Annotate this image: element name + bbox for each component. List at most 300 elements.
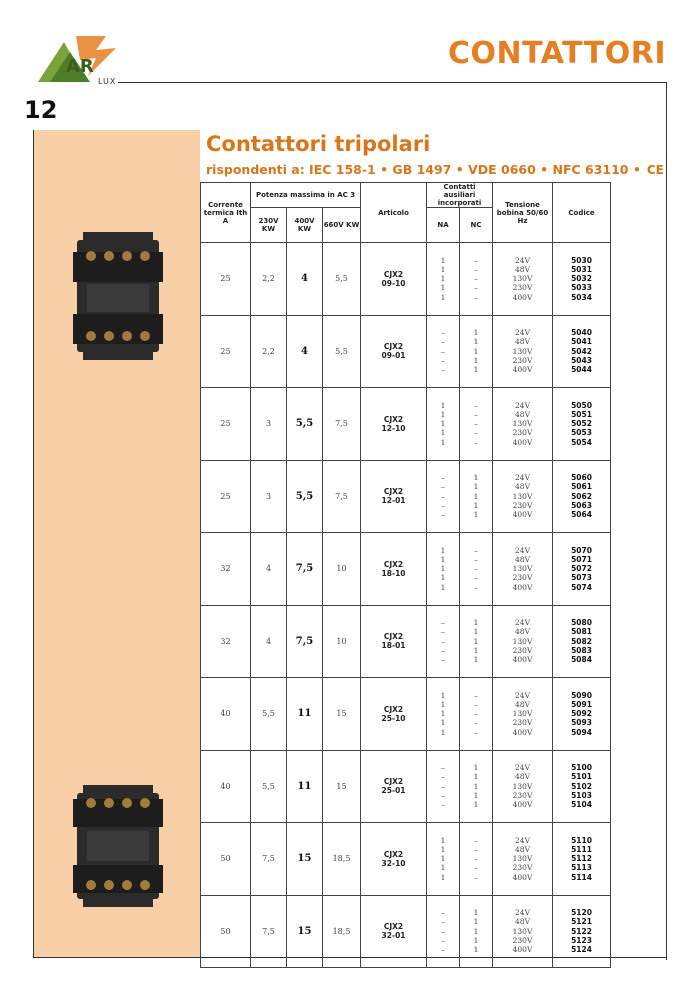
- cell-nc: [460, 750, 493, 823]
- cell-tensione-value: 48V: [515, 337, 530, 347]
- page-number: 12: [24, 96, 58, 124]
- cell-kw400: 4: [287, 243, 323, 316]
- cell-kw230: 7,5: [251, 895, 287, 968]
- cell-tensione-value: 24V: [515, 835, 530, 845]
- cell-tensione-value: 24V: [515, 400, 530, 410]
- cell-tensione: [493, 315, 553, 388]
- cell-na-value: 1: [440, 699, 446, 709]
- page-title: CONTATTORI: [447, 36, 666, 71]
- cell-na-value: 1: [440, 255, 446, 265]
- cell-na-value: –: [441, 655, 445, 665]
- cell-nc-value: 1: [473, 627, 479, 637]
- cell-nc-value: –: [474, 835, 478, 845]
- cell-codice-value: 5101: [571, 772, 592, 782]
- cell-codice-value: 5041: [571, 337, 592, 347]
- cell-nc-value: –: [474, 409, 478, 419]
- cell-kw660: 15: [323, 750, 361, 823]
- cell-na-value: –: [441, 763, 445, 772]
- table-row: [201, 315, 611, 388]
- cell-na-value: –: [441, 908, 445, 917]
- cell-tensione-value: 24V: [515, 618, 530, 627]
- cell-tensione: [493, 895, 553, 968]
- cell-na-value: 1: [440, 409, 446, 419]
- cell-tensione-value: 400V: [512, 582, 533, 592]
- cell-na-value: –: [441, 945, 445, 955]
- cell-nc-value: 1: [473, 935, 479, 945]
- ce-mark: CE: [646, 163, 664, 177]
- cell-na-value: –: [441, 790, 445, 800]
- cell-kw400: 15: [287, 895, 323, 968]
- cell-nc-value: –: [474, 292, 478, 302]
- cell-tensione-value: 48V: [515, 844, 530, 854]
- cell-nc-value: 1: [473, 645, 479, 655]
- cell-na-value: –: [441, 346, 445, 356]
- cell-na-value: –: [441, 500, 445, 510]
- cell-na: [427, 460, 460, 533]
- cell-codice: [553, 605, 611, 678]
- cell-tensione-value: 230V: [512, 645, 533, 655]
- cell-tensione-value: 130V: [512, 926, 533, 936]
- header-rule: [118, 82, 667, 83]
- cell-na-value: –: [441, 926, 445, 936]
- cell-tensione-value: 230V: [512, 573, 533, 583]
- cell-kw230: 2,2: [251, 315, 287, 388]
- cell-kw230: 5,5: [251, 678, 287, 751]
- cell-kw230: 5,5: [251, 750, 287, 823]
- frame-right: [666, 82, 667, 960]
- cell-tensione-value: 400V: [512, 292, 533, 302]
- cell-kw400: 7,5: [287, 533, 323, 606]
- cell-codice-value: 5082: [571, 636, 592, 646]
- cell-na-value: –: [441, 365, 445, 375]
- cell-codice-value: 5073: [571, 573, 592, 583]
- table-row: [201, 605, 611, 678]
- table-row: [201, 243, 611, 316]
- cell-ith: 50: [201, 823, 251, 896]
- cell-na: [427, 388, 460, 461]
- cell-codice-value: 5051: [571, 409, 592, 419]
- cell-tensione-value: 130V: [512, 564, 533, 574]
- cell-nc-value: –: [474, 863, 478, 873]
- cell-na: [427, 243, 460, 316]
- cell-tensione-value: 230V: [512, 863, 533, 873]
- cell-nc-value: 1: [473, 763, 479, 772]
- cell-na: [427, 823, 460, 896]
- cell-tensione: [493, 533, 553, 606]
- cell-codice-value: 5054: [571, 437, 592, 447]
- cell-nc-value: –: [474, 283, 478, 293]
- cell-codice-value: 5030: [571, 255, 592, 265]
- cell-tensione-value: 400V: [512, 365, 533, 375]
- cell-nc-value: 1: [473, 473, 479, 482]
- cell-tensione-value: 130V: [512, 709, 533, 719]
- cell-tensione-value: 48V: [515, 772, 530, 782]
- cell-na-value: 1: [440, 283, 446, 293]
- cell-codice-value: 5114: [571, 872, 592, 882]
- cell-nc: [460, 315, 493, 388]
- cell-kw660: 18,5: [323, 895, 361, 968]
- cell-nc-value: –: [474, 854, 478, 864]
- articolo-art1: CJX2: [383, 269, 404, 279]
- cell-na-value: 1: [440, 437, 446, 447]
- cell-codice-value: 5120: [571, 908, 592, 917]
- cell-na-value: 1: [440, 292, 446, 302]
- cell-articolo: [361, 750, 427, 823]
- cell-articolo: [361, 315, 427, 388]
- cell-na-value: –: [441, 510, 445, 520]
- cell-codice: [553, 460, 611, 533]
- cell-na-value: 1: [440, 872, 446, 882]
- cell-kw660: 18,5: [323, 823, 361, 896]
- cell-kw230: 3: [251, 388, 287, 461]
- cell-ith: 25: [201, 388, 251, 461]
- cell-tensione-value: 130V: [512, 854, 533, 864]
- cell-articolo: [361, 388, 427, 461]
- cell-tensione-value: 230V: [512, 500, 533, 510]
- frame-left: [33, 130, 34, 958]
- cell-na-value: 1: [440, 264, 446, 274]
- cell-tensione-value: 48V: [515, 264, 530, 274]
- cell-nc-value: 1: [473, 945, 479, 955]
- cell-codice-value: 5083: [571, 645, 592, 655]
- cell-na-value: –: [441, 645, 445, 655]
- cell-tensione-value: 230V: [512, 283, 533, 293]
- cell-codice-value: 5113: [571, 863, 592, 873]
- cell-tensione-value: 48V: [515, 554, 530, 564]
- cell-kw400: 11: [287, 678, 323, 751]
- articolo-art1: CJX2: [383, 777, 404, 787]
- cell-na: [427, 315, 460, 388]
- cell-nc-value: –: [474, 554, 478, 564]
- cell-nc-value: 1: [473, 337, 479, 347]
- cell-tensione: [493, 388, 553, 461]
- cell-na-value: 1: [440, 718, 446, 728]
- articolo-art2: 32-01: [381, 931, 406, 941]
- cell-codice-value: 5093: [571, 718, 592, 728]
- cell-nc-value: 1: [473, 491, 479, 501]
- cell-kw400: 7,5: [287, 605, 323, 678]
- cell-na-value: –: [441, 781, 445, 791]
- contactor-table: [200, 182, 611, 968]
- cell-codice-value: 5074: [571, 582, 592, 592]
- cell-codice-value: 5123: [571, 935, 592, 945]
- standards-text: rispondenti a: IEC 158-1 • GB 1497 • VDE 0660 • NFC 63110 •: [206, 162, 641, 177]
- articolo-art2: 25-01: [381, 786, 406, 796]
- cell-codice: [553, 823, 611, 896]
- cell-tensione-value: 48V: [515, 409, 530, 419]
- cell-tensione-value: 230V: [512, 790, 533, 800]
- cell-codice-value: 5040: [571, 328, 592, 337]
- cell-na-value: –: [441, 772, 445, 782]
- cell-codice-value: 5052: [571, 419, 592, 429]
- table-row: [201, 895, 611, 968]
- cell-codice-value: 5043: [571, 355, 592, 365]
- cell-tensione-value: 230V: [512, 428, 533, 438]
- cell-codice-value: 5121: [571, 917, 592, 927]
- cell-tensione-value: 24V: [515, 328, 530, 337]
- cell-codice-value: 5032: [571, 274, 592, 284]
- header-nc: NC: [460, 208, 493, 243]
- cell-kw230: 4: [251, 605, 287, 678]
- articolo-art2: 09-01: [381, 351, 406, 361]
- cell-kw400: 5,5: [287, 388, 323, 461]
- cell-nc-value: –: [474, 872, 478, 882]
- cell-na-value: 1: [440, 863, 446, 873]
- cell-codice-value: 5062: [571, 491, 592, 501]
- table-row: [201, 388, 611, 461]
- cell-na-value: –: [441, 328, 445, 337]
- cell-kw230: 4: [251, 533, 287, 606]
- cell-codice-value: 5031: [571, 264, 592, 274]
- header-na: NA: [427, 208, 460, 243]
- articolo-art2: 18-10: [381, 568, 406, 578]
- cell-articolo: [361, 533, 427, 606]
- cell-codice: [553, 678, 611, 751]
- cell-na-value: 1: [440, 554, 446, 564]
- cell-tensione-value: 24V: [515, 690, 530, 700]
- header-corrente: Corrente termica Ith A: [201, 183, 251, 243]
- cell-codice: [553, 315, 611, 388]
- articolo-art1: CJX2: [383, 414, 404, 424]
- cell-codice-value: 5122: [571, 926, 592, 936]
- cell-codice-value: 5061: [571, 482, 592, 492]
- contactor-image-2: [73, 785, 163, 907]
- cell-nc-value: 1: [473, 355, 479, 365]
- articolo-art2: 32-10: [381, 858, 406, 868]
- cell-nc-value: –: [474, 727, 478, 737]
- cell-tensione-value: 230V: [512, 718, 533, 728]
- cell-tensione-value: 400V: [512, 510, 533, 520]
- cell-codice-value: 5084: [571, 655, 592, 665]
- cell-kw660: 10: [323, 605, 361, 678]
- cell-articolo: [361, 823, 427, 896]
- cell-ith: 32: [201, 605, 251, 678]
- cell-nc-value: –: [474, 699, 478, 709]
- cell-codice-value: 5033: [571, 283, 592, 293]
- cell-tensione-value: 230V: [512, 355, 533, 365]
- cell-tensione: [493, 243, 553, 316]
- articolo-art2: 09-10: [381, 278, 406, 288]
- cell-na-value: –: [441, 917, 445, 927]
- cell-na: [427, 605, 460, 678]
- cell-codice-value: 5112: [571, 854, 592, 864]
- articolo-art1: CJX2: [383, 922, 404, 932]
- cell-kw400: 15: [287, 823, 323, 896]
- cell-codice: [553, 533, 611, 606]
- cell-nc: [460, 895, 493, 968]
- cell-codice-value: 5092: [571, 709, 592, 719]
- cell-articolo: [361, 605, 427, 678]
- cell-codice: [553, 895, 611, 968]
- cell-nc-value: 1: [473, 800, 479, 810]
- cell-codice-value: 5091: [571, 699, 592, 709]
- cell-tensione: [493, 460, 553, 533]
- cell-tensione-value: 400V: [512, 655, 533, 665]
- cell-ith: 25: [201, 243, 251, 316]
- cell-na-value: –: [441, 482, 445, 492]
- cell-kw660: 5,5: [323, 315, 361, 388]
- cell-codice-value: 5104: [571, 800, 592, 810]
- table-row: [201, 678, 611, 751]
- table-row: [201, 460, 611, 533]
- cell-tensione-value: 230V: [512, 935, 533, 945]
- cell-na-value: 1: [440, 835, 446, 845]
- cell-na-value: –: [441, 636, 445, 646]
- cell-codice-value: 5072: [571, 564, 592, 574]
- cell-codice-value: 5063: [571, 500, 592, 510]
- cell-tensione-value: 130V: [512, 274, 533, 284]
- cell-nc: [460, 678, 493, 751]
- articolo-art1: CJX2: [383, 342, 404, 352]
- cell-codice-value: 5064: [571, 510, 592, 520]
- cell-articolo: [361, 895, 427, 968]
- cell-na-value: 1: [440, 582, 446, 592]
- cell-nc-value: 1: [473, 365, 479, 375]
- cell-na-value: 1: [440, 419, 446, 429]
- cell-kw400: 11: [287, 750, 323, 823]
- cell-nc-value: –: [474, 437, 478, 447]
- cell-tensione-value: 24V: [515, 473, 530, 482]
- cell-na-value: –: [441, 935, 445, 945]
- cell-nc: [460, 823, 493, 896]
- articolo-art1: CJX2: [383, 849, 404, 859]
- cell-na-value: 1: [440, 854, 446, 864]
- cell-na-value: –: [441, 355, 445, 365]
- cell-kw230: 3: [251, 460, 287, 533]
- cell-kw660: 10: [323, 533, 361, 606]
- cell-articolo: [361, 460, 427, 533]
- cell-na: [427, 533, 460, 606]
- cell-na-value: –: [441, 618, 445, 627]
- cell-codice-value: 5044: [571, 365, 592, 375]
- cell-tensione-value: 400V: [512, 800, 533, 810]
- cell-nc-value: –: [474, 564, 478, 574]
- cell-codice-value: 5102: [571, 781, 592, 791]
- articolo-art1: CJX2: [383, 632, 404, 642]
- cell-tensione: [493, 750, 553, 823]
- cell-na-value: 1: [440, 844, 446, 854]
- cell-nc-value: 1: [473, 926, 479, 936]
- cell-nc-value: 1: [473, 636, 479, 646]
- cell-tensione-value: 24V: [515, 908, 530, 917]
- cell-tensione-value: 48V: [515, 482, 530, 492]
- logo-text: LUX: [98, 77, 117, 86]
- header-contatti: Contatti ausiliari incorporati: [427, 183, 493, 208]
- cell-codice-value: 5124: [571, 945, 592, 955]
- articolo-art2: 12-01: [381, 496, 406, 506]
- cell-codice-value: 5090: [571, 690, 592, 700]
- cell-nc-value: 1: [473, 781, 479, 791]
- cell-tensione-value: 130V: [512, 781, 533, 791]
- cell-na-value: –: [441, 491, 445, 501]
- header-tensione: Tensione bobina 50/60 Hz: [493, 183, 553, 243]
- cell-tensione-value: 130V: [512, 346, 533, 356]
- cell-nc-value: 1: [473, 346, 479, 356]
- cell-kw400: 4: [287, 315, 323, 388]
- table-body: [201, 243, 611, 968]
- cell-tensione-value: 24V: [515, 763, 530, 772]
- articolo-art1: CJX2: [383, 704, 404, 714]
- cell-nc-value: –: [474, 718, 478, 728]
- cell-ith: 50: [201, 895, 251, 968]
- cell-tensione-value: 48V: [515, 699, 530, 709]
- cell-codice-value: 5103: [571, 790, 592, 800]
- header-potenza: Potenza massima in AC 3: [251, 183, 361, 208]
- cell-nc-value: –: [474, 264, 478, 274]
- cell-na-value: –: [441, 337, 445, 347]
- cell-na: [427, 750, 460, 823]
- cell-ith: 25: [201, 315, 251, 388]
- cell-na: [427, 678, 460, 751]
- table-row: [201, 750, 611, 823]
- cell-nc-value: –: [474, 709, 478, 719]
- cell-na-value: –: [441, 473, 445, 482]
- cell-nc-value: 1: [473, 772, 479, 782]
- table-row: [201, 533, 611, 606]
- cell-codice: [553, 243, 611, 316]
- cell-kw660: 7,5: [323, 460, 361, 533]
- header-codice: Codice: [553, 183, 611, 243]
- cell-tensione-value: 400V: [512, 945, 533, 955]
- cell-codice-value: 5053: [571, 428, 592, 438]
- cell-kw400: 5,5: [287, 460, 323, 533]
- cell-nc-value: –: [474, 428, 478, 438]
- cell-tensione-value: 130V: [512, 636, 533, 646]
- cell-nc-value: –: [474, 255, 478, 265]
- cell-na-value: 1: [440, 545, 446, 555]
- cell-codice-value: 5042: [571, 346, 592, 356]
- cell-codice-value: 5094: [571, 727, 592, 737]
- cell-kw660: 5,5: [323, 243, 361, 316]
- header-230v: 230V KW: [251, 208, 287, 243]
- cell-articolo: [361, 678, 427, 751]
- section-title: Contattori tripolari: [206, 132, 431, 156]
- cell-codice-value: 5080: [571, 618, 592, 627]
- cell-tensione-value: 24V: [515, 545, 530, 555]
- cell-na-value: –: [441, 627, 445, 637]
- logo-letters: AR: [66, 56, 94, 77]
- cell-tensione-value: 400V: [512, 872, 533, 882]
- cell-tensione: [493, 678, 553, 751]
- cell-tensione-value: 400V: [512, 727, 533, 737]
- cell-na-value: 1: [440, 690, 446, 700]
- cell-nc-value: 1: [473, 482, 479, 492]
- cell-tensione-value: 130V: [512, 419, 533, 429]
- cell-nc-value: –: [474, 573, 478, 583]
- cell-codice: [553, 750, 611, 823]
- cell-kw660: 15: [323, 678, 361, 751]
- cell-codice-value: 5100: [571, 763, 592, 772]
- cell-nc-value: 1: [473, 500, 479, 510]
- cell-tensione-value: 48V: [515, 917, 530, 927]
- cell-codice-value: 5070: [571, 545, 592, 555]
- cell-na: [427, 895, 460, 968]
- header-660v: 660V KW: [323, 208, 361, 243]
- articolo-art2: 25-10: [381, 713, 406, 723]
- cell-nc-value: 1: [473, 917, 479, 927]
- header-articolo: Articolo: [361, 183, 427, 243]
- cell-nc-value: 1: [473, 510, 479, 520]
- arlux-logo: [36, 32, 146, 88]
- cell-nc-value: 1: [473, 328, 479, 337]
- cell-na-value: 1: [440, 428, 446, 438]
- cell-tensione-value: 400V: [512, 437, 533, 447]
- cell-ith: 25: [201, 460, 251, 533]
- cell-nc-value: 1: [473, 618, 479, 627]
- cell-kw230: 2,2: [251, 243, 287, 316]
- cell-nc-value: –: [474, 400, 478, 410]
- cell-na-value: 1: [440, 274, 446, 284]
